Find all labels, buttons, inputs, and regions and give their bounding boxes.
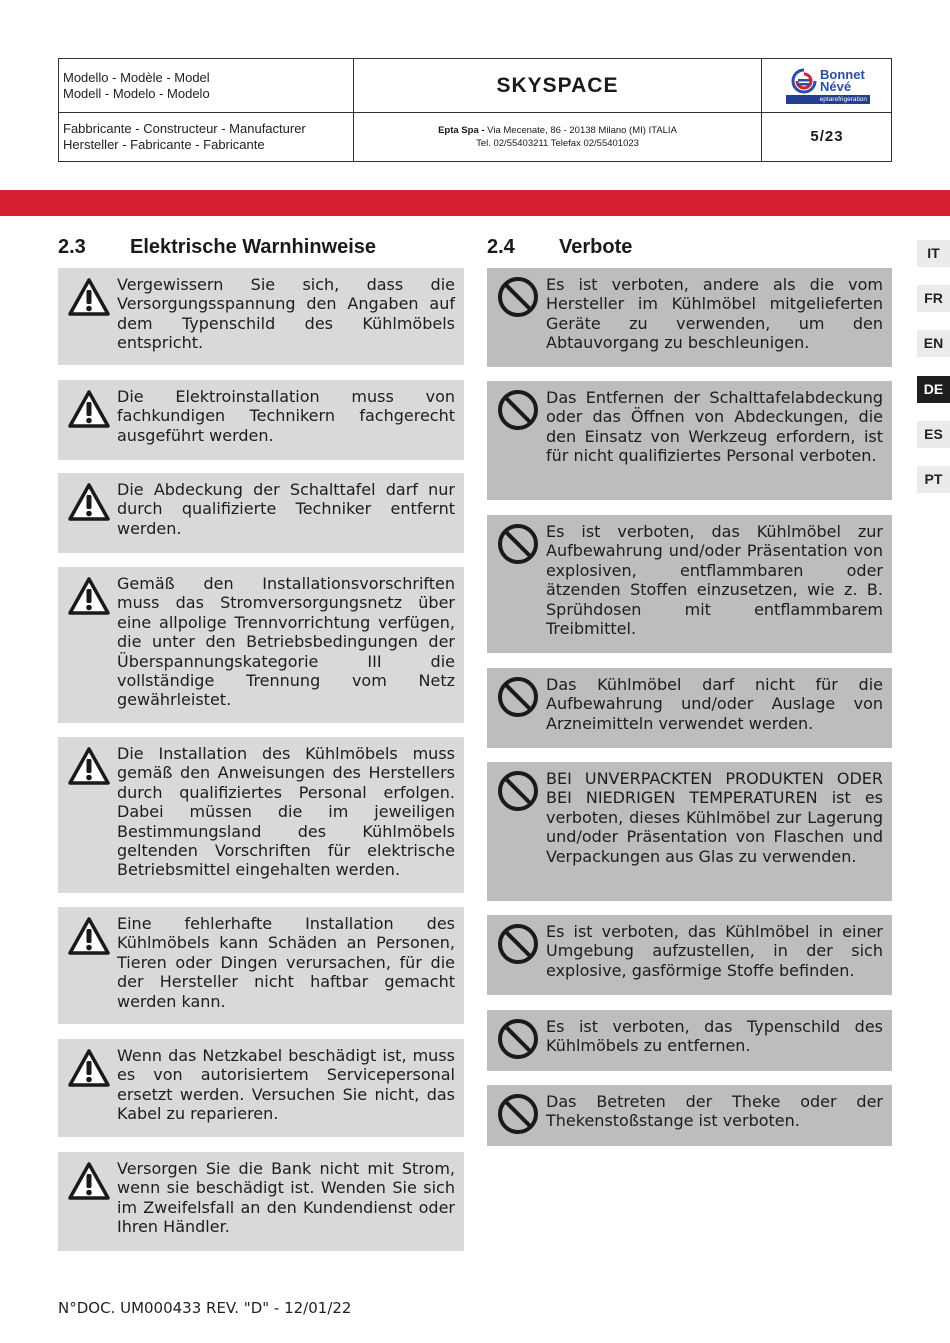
prohibition-text: Das Betreten der Theke oder der Thekenstoßstange ist verboten. xyxy=(546,1092,883,1131)
warning-triangle-icon xyxy=(67,575,111,617)
logo-cell xyxy=(761,59,892,112)
warning-box xyxy=(58,907,464,1024)
warning-text: Die Elektroinstallation muss von fachkundigen Technikern fachgerecht ausgeführt werden. xyxy=(117,387,455,445)
brand-tagline-bar xyxy=(786,95,870,104)
warning-triangle-icon xyxy=(67,481,111,523)
maker-address: Via Mecenate, 86 - 20138 Milano (MI) ITALIA xyxy=(484,125,677,136)
prohibition-box xyxy=(487,1085,892,1146)
brand-logo-icon xyxy=(788,67,820,95)
prohibition-icon xyxy=(496,676,540,718)
warning-triangle-icon xyxy=(67,388,111,430)
warning-text: Eine fehlerhafte Installation des Kühlmöbels kann Schäden an Personen, Tieren oder Dingen verursachen, für die der Hersteller nicht haftbar gemacht werden kann. xyxy=(117,914,455,1011)
prohibition-text: Das Kühlmöbel darf nicht für die Aufbewahrung und/oder Auslage von Arzneimitteln verwendet werden. xyxy=(546,675,883,733)
prohibition-text: BEI UNVERPACKTEN PRODUKTEN ODER BEI NIEDRIGEN TEMPERATUREN ist es verboten, dieses Kühlmöbel zur Lagerung und/oder Präsentation von Flaschen und Verpackungen aus Glas zu verwenden. xyxy=(546,769,883,866)
prohibition-box xyxy=(487,762,892,901)
brand-name-line1: Bonnet xyxy=(820,67,865,82)
language-tab-it[interactable]: IT xyxy=(917,240,950,267)
maker-label-cell xyxy=(59,112,353,162)
language-tab-fr[interactable]: FR xyxy=(917,285,950,312)
model-name-cell xyxy=(353,59,761,112)
model-label-cell xyxy=(59,59,353,112)
prohibition-icon xyxy=(496,923,540,965)
warning-triangle-icon xyxy=(67,276,111,318)
language-tab-pt[interactable]: PT xyxy=(917,466,950,493)
language-tab-de[interactable]: DE xyxy=(917,376,950,403)
section-title-electrical-warnings xyxy=(58,236,376,259)
maker-label-line2: Hersteller - Fabricante - Fabricante xyxy=(63,137,265,152)
warning-box xyxy=(58,380,464,460)
prohibition-icon xyxy=(496,1018,540,1060)
prohibition-box xyxy=(487,381,892,500)
red-accent-band xyxy=(0,190,950,216)
brand-tagline: eptarefrigeration xyxy=(819,96,867,103)
brand-name-line2: Névé xyxy=(820,79,852,94)
prohibition-icon xyxy=(496,276,540,318)
prohibition-box xyxy=(487,515,892,653)
prohibition-icon xyxy=(496,523,540,565)
section-number: 2.3 xyxy=(58,236,86,258)
header-table xyxy=(58,58,892,162)
prohibition-box xyxy=(487,915,892,995)
warning-box xyxy=(58,1152,464,1251)
warning-box xyxy=(58,268,464,365)
language-tab-es[interactable]: ES xyxy=(917,421,950,448)
section-title: Verbote xyxy=(559,236,633,258)
prohibition-text: Es ist verboten, das Typenschild des Kühlmöbels zu entfernen. xyxy=(546,1017,883,1056)
prohibition-icon xyxy=(496,1093,540,1135)
prohibition-text: Das Entfernen der Schalttafelabdeckung oder das Öffnen von Abdeckungen, die den Einsatz von Werkzeug erfordern, ist für nicht qualifiziertes Personal verboten. xyxy=(546,388,883,466)
maker-info-cell xyxy=(353,112,761,162)
language-tab-en[interactable]: EN xyxy=(917,330,950,357)
warning-triangle-icon xyxy=(67,745,111,787)
page-number-cell xyxy=(761,112,892,162)
prohibition-box xyxy=(487,668,892,748)
model-name: SKYSPACE xyxy=(496,74,619,97)
page-number: 5/23 xyxy=(810,128,844,145)
warning-triangle-icon xyxy=(67,1160,111,1202)
brand-logo xyxy=(786,66,870,106)
warning-text: Gemäß den Installationsvorschriften muss das Stromversorgungsnetz über eine allpolige Trennvorrichtung verfügen, die unter den Betriebsbedingungen der Überspannungskategorie III die vollständige Trennung vom Netz gewährleistet. xyxy=(117,574,455,710)
section-title: Elektrische Warnhinweise xyxy=(130,236,377,258)
model-label-line1: Modello - Modèle - Model xyxy=(63,70,210,85)
warning-text: Versorgen Sie die Bank nicht mit Strom, wenn sie beschädigt ist. Wenden Sie sich im Zweifelsfall an den Kundendienst oder Ihren Händler. xyxy=(117,1159,455,1237)
prohibition-box xyxy=(487,1010,892,1071)
warning-text: Vergewissern Sie sich, dass die Versorgungsspannung den Angaben auf dem Typenschild des Kühlmöbels entspricht. xyxy=(117,275,455,353)
warning-text: Wenn das Netzkabel beschädigt ist, muss es von autorisiertem Servicepersonal ersetzt werden. Versuchen Sie nicht, das Kabel zu reparieren. xyxy=(117,1046,455,1124)
section-number: 2.4 xyxy=(487,236,515,258)
warning-box xyxy=(58,473,464,553)
warning-text: Die Installation des Kühlmöbels muss gemäß den Anweisungen des Herstellers durch qualifiziertes Personal erfolgen. Dabei müssen die im jeweiligen Bestimmungsland des Kühlmöbels geltenden Vorschriften für elektrische Betriebsmittel eingehalten werden. xyxy=(117,744,455,880)
warning-box xyxy=(58,737,464,893)
prohibition-text: Es ist verboten, das Kühlmöbel in einer Umgebung aufzustellen, in der sich explosive, gasförmige Stoffe befinden. xyxy=(546,922,883,980)
section-title-prohibitions xyxy=(487,236,632,259)
prohibition-box xyxy=(487,268,892,367)
prohibition-icon xyxy=(496,389,540,431)
warning-triangle-icon xyxy=(67,1047,111,1089)
document-number: N°DOC. UM000433 REV. "D" - 12/01/22 xyxy=(58,1299,352,1317)
maker-label-line1: Fabbricante - Constructeur - Manufacturer xyxy=(63,121,306,136)
prohibition-icon xyxy=(496,770,540,812)
warning-text: Die Abdeckung der Schalttafel darf nur durch qualifizierte Techniker entfernt werden. xyxy=(117,480,455,538)
model-label-line2: Modell - Modelo - Modelo xyxy=(63,86,210,101)
warning-box xyxy=(58,1039,464,1137)
maker-contact: Tel. 02/55403211 Telefax 02/55401023 xyxy=(476,138,639,149)
warning-triangle-icon xyxy=(67,915,111,957)
prohibition-text: Es ist verboten, das Kühlmöbel zur Aufbewahrung und/oder Präsentation von explosiven, entflammbaren oder ätzenden Stoffen einzusetzen, wie z. B. Sprühdosen mit entflammbarem Treibmittel. xyxy=(546,522,883,639)
maker-company: Epta Spa - xyxy=(438,125,485,136)
warning-box xyxy=(58,567,464,723)
prohibition-text: Es ist verboten, andere als die vom Hersteller im Kühlmöbel mitgelieferten Geräte zu verwenden, um den Abtauvorgang zu beschleunigen. xyxy=(546,275,883,353)
